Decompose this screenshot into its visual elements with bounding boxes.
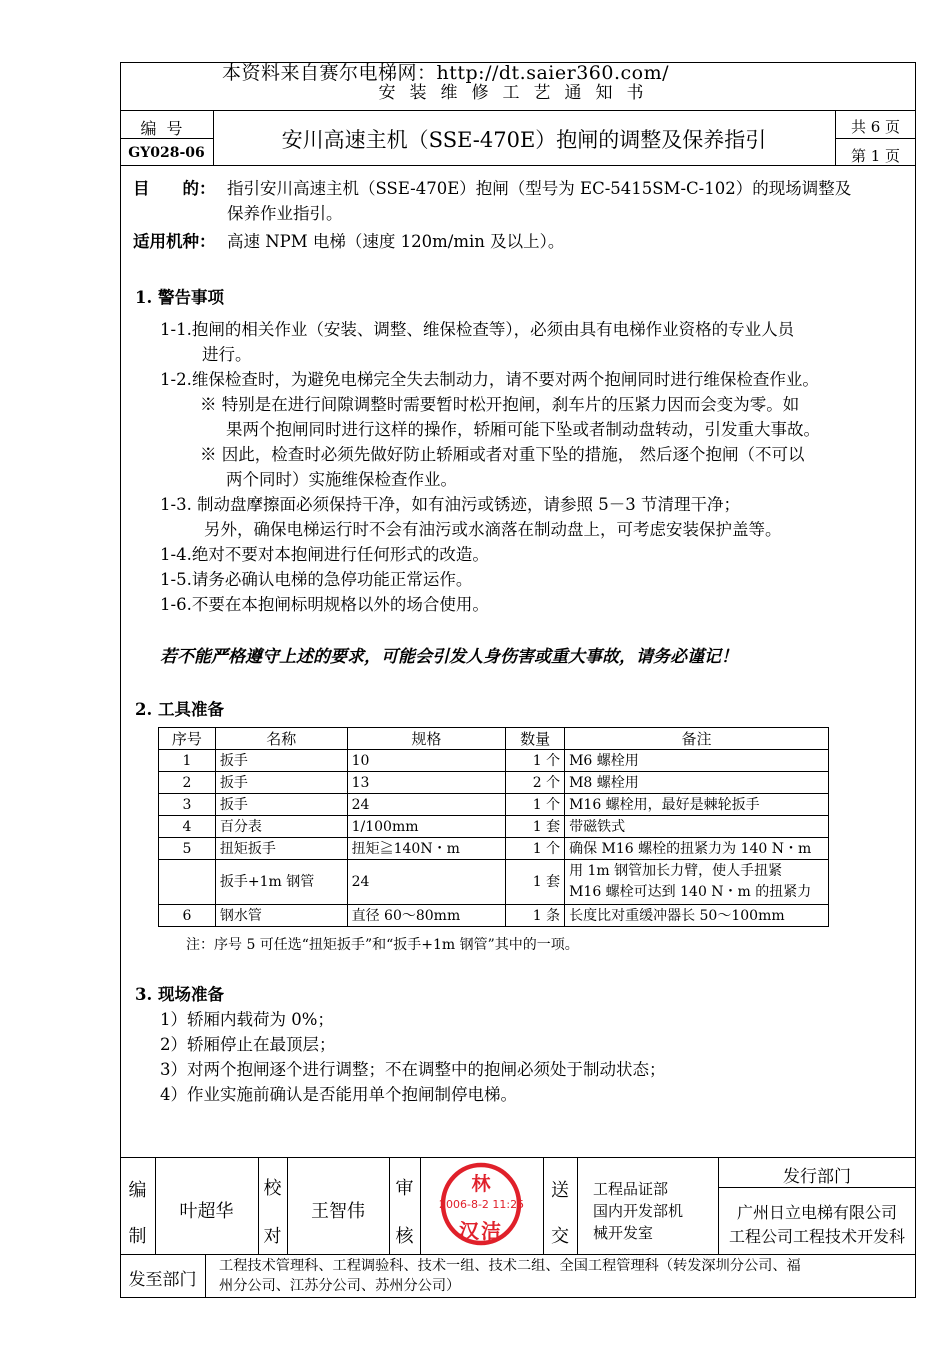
cell-name: 扭矩扳手 [215, 838, 347, 860]
approval-stamp [439, 1161, 523, 1247]
table-row [159, 860, 829, 905]
applies-text: 高速 NPM 电梯（速度 120m/min 及以上）。 [227, 232, 565, 251]
cell-no: 1 [159, 750, 216, 772]
checker-name: 王智伟 [311, 1201, 365, 1222]
footer-divider [205, 1254, 206, 1298]
cell-qty: 1 条 [506, 905, 565, 927]
code-value: GY028-06 [128, 145, 205, 161]
cell-spec: 10 [347, 750, 506, 772]
cell-remark: 长度比对重缓冲器长 50～100mm [565, 905, 829, 927]
cell-remark: M6 螺栓用 [565, 750, 829, 772]
column-header: 序号 [159, 728, 216, 750]
cell-qty: 1 个 [506, 794, 565, 816]
cell-qty: 2 个 [506, 772, 565, 794]
table-row [159, 750, 829, 772]
cell-no: 2 [159, 772, 216, 794]
section3-heading: 3. 现场准备 [135, 985, 224, 1004]
warning-line: 1-6.不要在本抱闸标明规格以外的场合使用。 [160, 595, 489, 614]
page-title: 安川高速主机（SSE-470E）抱闸的调整及保养指引 [281, 128, 767, 152]
page-total: 共 6 页 [850, 118, 901, 136]
doc-type-title: 安装维修工艺通知书 [378, 83, 658, 103]
issue-dept-name: 工程公司工程技术开发科 [728, 1227, 905, 1246]
warning-line: 1-4.绝对不要对本抱闸进行任何形式的改造。 [160, 545, 489, 564]
table-row [159, 816, 829, 838]
issue-dept-label: 发行部门 [783, 1167, 851, 1187]
cell-remark-line: 用 1m 钢管加长力臂，使人手扭紧 [569, 863, 783, 879]
cell-name: 钢水管 [215, 905, 347, 927]
footer-divider [420, 1157, 421, 1254]
check-label: 校 [263, 1178, 282, 1199]
footer-mid-rule [120, 1254, 916, 1255]
column-header: 备注 [565, 728, 829, 750]
list-item: 2）轿厢停止在最顶层； [160, 1035, 336, 1054]
send-to-line: 工程品证部 [593, 1180, 669, 1198]
stamp-bottom-text: 汉洁 [459, 1219, 503, 1243]
table-note: 注：序号 5 可任选“扭矩扳手”和“扳手+1m 钢管”其中的一项。 [186, 937, 579, 953]
stamp-date: 2006-8-2 11:25 [439, 1198, 525, 1211]
warning-line: 果两个抱闸同时进行这样的操作，轿厢可能下坠或者制动盘转动，引发重大事故。 [226, 420, 820, 439]
footer-top-rule [120, 1157, 916, 1158]
list-item: 4）作业实施前确认是否能用单个抱闸制停电梯。 [160, 1085, 517, 1104]
compile-label: 编 [128, 1180, 147, 1201]
warning-line: ※ 因此，检查时必须先做好防止轿厢或者对重下坠的措施， 然后逐个抱闸（不可以 [200, 445, 805, 464]
source-note: 本资料来自赛尔电梯网：http://dt.saier360.com/ [222, 62, 669, 84]
cell-remark-line: M16 螺栓可达到 140 N・m 的扭紧力 [569, 884, 812, 900]
cell-no: 3 [159, 794, 216, 816]
title-bottom-rule [120, 165, 916, 166]
list-item: 3）对两个抱闸逐个进行调整；不在调整中的抱闸必须处于制动状态； [160, 1060, 666, 1079]
cell-spec: 24 [347, 860, 506, 905]
warning-line: 1-3. 制动盘摩擦面必须保持干净，如有油污或锈迹，请参照 5－3 节清理干净； [160, 495, 741, 514]
warning-line: 1-2.维保检查时，为避免电梯完全失去制动力，请不要对两个抱闸同时进行维保检查作业。 [160, 370, 819, 389]
cell-spec: 1/100mm [347, 816, 506, 838]
stamp-top-text: 林 [471, 1173, 491, 1195]
issue-rule [718, 1187, 916, 1188]
list-item: 1）轿厢内载荷为 0%； [160, 1010, 334, 1029]
cell-no: 5 [159, 838, 216, 860]
column-header: 名称 [215, 728, 347, 750]
table-row [159, 794, 829, 816]
cell-remark: M16 螺栓用，最好是棘轮扳手 [565, 794, 829, 816]
distribution-line: 州分公司、江苏分公司、苏州分公司） [219, 1278, 461, 1294]
cell-no: 4 [159, 816, 216, 838]
cell-spec: 扭矩≧140N・m [347, 838, 506, 860]
tools-table [158, 727, 829, 927]
column-header: 数量 [506, 728, 565, 750]
table-row [159, 905, 829, 927]
footer-divider [577, 1157, 578, 1254]
warning-line: ※ 特别是在进行间隙调整时需要暂时松开抱闸，刹车片的压紧力因而会变为零。如 [200, 395, 800, 414]
check-label: 对 [263, 1226, 282, 1247]
page-current: 第 1 页 [850, 147, 901, 165]
section1-heading: 1. 警告事项 [135, 288, 224, 307]
cell-qty: 1 个 [506, 750, 565, 772]
issue-dept-name: 广州日立电梯有限公司 [736, 1203, 897, 1222]
cell-spec: 直径 60～80mm [347, 905, 506, 927]
send-label: 交 [551, 1226, 569, 1247]
warning-statement: 若不能严格遵守上述的要求，可能会引发人身伤害或重大事故，请务必谨记！ [160, 647, 738, 667]
warning-line: 1-5.请务必确认电梯的急停功能正常运作。 [160, 570, 473, 589]
warning-line: 进行。 [202, 345, 252, 364]
cell-remark: M8 螺栓用 [565, 772, 829, 794]
cell-remark: 确保 M16 螺栓的扭紧力为 140 N・m [565, 838, 829, 860]
cell-name: 百分表 [215, 816, 347, 838]
send-label: 送 [551, 1180, 569, 1201]
warning-line: 另外，确保电梯运行时不会有油污或水滴落在制动盘上，可考虑安装保护盖等。 [204, 520, 782, 539]
column-header: 规格 [347, 728, 506, 750]
cell-name: 扳手+1m 钢管 [215, 860, 347, 905]
compiler-name: 叶超华 [179, 1201, 234, 1222]
cell-name: 扳手 [215, 772, 347, 794]
purpose-line-2: 保养作业指引。 [227, 204, 343, 223]
header-rule [120, 110, 916, 111]
table-header-row [159, 728, 829, 750]
purpose-line-1: 指引安川高速主机（SSE-470E）抱闸（型号为 EC-5415SM-C-102）的现场调整及 [227, 179, 852, 198]
table-row [159, 838, 829, 860]
section2-heading: 2. 工具准备 [135, 700, 224, 719]
applies-label: 适用机种： [133, 232, 216, 251]
cell-qty: 1 套 [506, 860, 565, 905]
cell-spec: 24 [347, 794, 506, 816]
compile-label: 制 [128, 1226, 147, 1247]
warning-line: 两个同时）实施维保检查作业。 [226, 470, 457, 489]
purpose-label: 目 的： [133, 179, 216, 198]
distribution-line: 工程技术管理科、工程调验科、技术一组、技术二组、全国工程管理科（转发深圳分公司、福 [219, 1258, 801, 1274]
cell-remark: 带磁铁式 [565, 816, 829, 838]
cell-qty: 1 个 [506, 838, 565, 860]
send-to-line: 国内开发部机 [593, 1202, 684, 1220]
cell-no: 6 [159, 905, 216, 927]
cell-spec: 13 [347, 772, 506, 794]
distribution-label: 发至部门 [128, 1270, 197, 1290]
code-label: 编号 [140, 119, 193, 138]
cell-no [159, 860, 216, 905]
cell-remark [565, 860, 829, 905]
cell-name: 扳手 [215, 794, 347, 816]
warning-line: 1-1.抱闸的相关作业（安装、调整、维保检查等），必须由具有电梯作业资格的专业人员 [160, 320, 795, 339]
table-row [159, 772, 829, 794]
cell-name: 扳手 [215, 750, 347, 772]
cell-qty: 1 套 [506, 816, 565, 838]
review-label: 核 [395, 1226, 414, 1247]
send-to-line: 械开发室 [593, 1224, 654, 1242]
page-rule [835, 138, 916, 139]
review-label: 审 [395, 1178, 414, 1199]
